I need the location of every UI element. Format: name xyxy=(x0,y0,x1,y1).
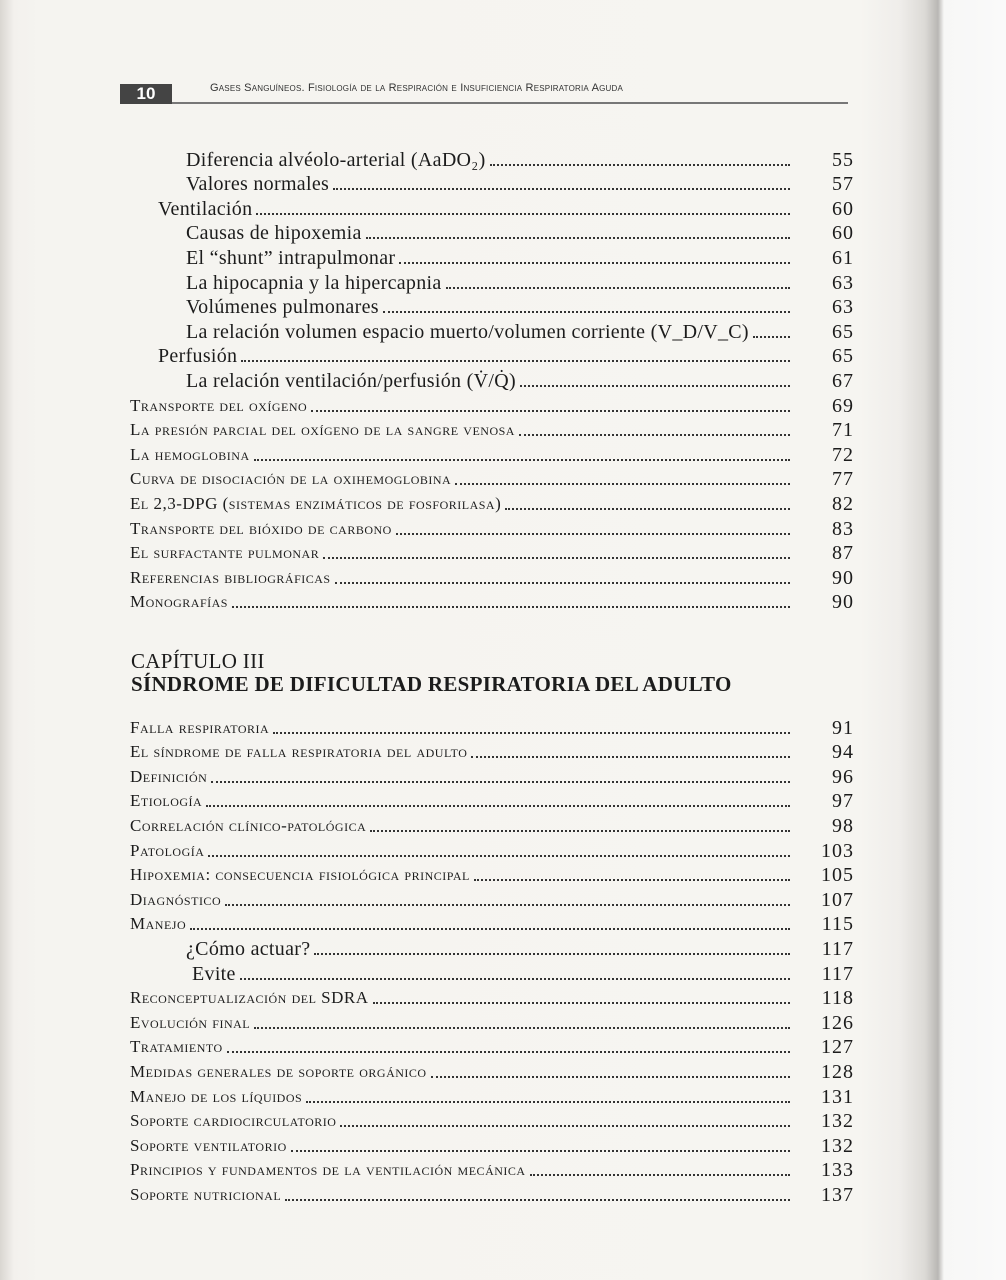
toc-entry xyxy=(130,269,854,294)
dot-leader xyxy=(505,508,790,510)
toc-entry xyxy=(130,960,854,985)
toc-entry xyxy=(130,244,854,269)
toc-entry xyxy=(130,318,854,343)
dot-leader xyxy=(211,781,790,783)
toc-entry xyxy=(130,220,854,245)
toc-entry xyxy=(130,763,854,788)
header-rule xyxy=(172,102,848,104)
toc-entry-page: 91 xyxy=(832,716,854,739)
running-title: Gases Sanguíneos. Fisiología de la Respiración e Insuficiencia Respiratoria Aguda xyxy=(210,82,624,94)
toc-entry-title: Hipoxemia: consecuencia fisiológica principal xyxy=(130,865,470,885)
toc-entry xyxy=(130,886,854,911)
toc-entry xyxy=(130,1132,854,1157)
toc-entry xyxy=(130,343,854,368)
dot-leader xyxy=(254,1027,790,1029)
toc-entry xyxy=(130,417,854,442)
toc-entry xyxy=(130,195,854,220)
toc-entry-page: 82 xyxy=(832,492,854,515)
toc-entry-page: 98 xyxy=(832,814,854,837)
toc-entry-title: Falla respiratoria xyxy=(130,717,270,737)
dot-leader xyxy=(306,1101,790,1103)
toc-entry-title: Diagnóstico xyxy=(130,889,222,909)
toc-entry xyxy=(130,1034,854,1059)
toc-entry-title: La relación volumen espacio muerto/volumen corriente (V_D/V_C) xyxy=(186,320,749,343)
toc-entry xyxy=(130,146,854,171)
dot-leader xyxy=(190,928,790,930)
toc-entry-title: Monografías xyxy=(130,592,228,612)
toc-entry-page: 87 xyxy=(832,542,854,565)
toc-entry-page: 132 xyxy=(821,1110,854,1133)
toc-entry-title: Principios y fundamentos de la ventilación mecánica xyxy=(130,1160,526,1180)
toc-entry-page: 128 xyxy=(821,1060,854,1083)
toc-entry-title: Transporte del oxígeno xyxy=(130,395,308,415)
toc-entry-title: Valores normales xyxy=(186,173,330,196)
dot-leader xyxy=(373,1002,790,1004)
toc-entry-title: Diferencia alvéolo-arterial (AaDO₂) xyxy=(186,148,486,171)
dot-leader xyxy=(323,557,790,559)
toc-entry xyxy=(130,441,854,466)
toc-entry-title: Soporte cardiocirculatorio xyxy=(130,1111,337,1131)
dot-leader xyxy=(383,311,790,313)
dot-leader xyxy=(520,385,790,387)
toc-entry-title: Soporte ventilatorio xyxy=(130,1135,287,1155)
toc-entry-title: Soporte nutricional xyxy=(130,1184,282,1204)
dot-leader xyxy=(519,434,790,436)
toc-entry-page: 57 xyxy=(832,173,854,196)
chapter-heading xyxy=(131,650,732,696)
dot-leader xyxy=(753,336,790,338)
toc-entry-page: 115 xyxy=(821,913,854,936)
toc-entry-page: 137 xyxy=(821,1183,854,1206)
dot-leader xyxy=(314,953,790,955)
toc-entry xyxy=(130,564,854,589)
toc-entry-page: 72 xyxy=(832,443,854,466)
toc-entry-page: 65 xyxy=(832,345,854,368)
toc-entry-title: Volúmenes pulmonares xyxy=(186,296,379,319)
toc-entry xyxy=(130,392,854,417)
toc-entry-title: Transporte del bióxido de carbono xyxy=(130,518,392,538)
dot-leader xyxy=(431,1076,790,1078)
toc-entry-page: 107 xyxy=(821,888,854,911)
toc-entry-title: Reconceptualización del SDRA xyxy=(130,988,369,1008)
toc-entry-title: Definición xyxy=(130,766,208,786)
toc-entry xyxy=(130,1108,854,1133)
toc-entry-title: Manejo xyxy=(130,914,187,934)
dot-leader xyxy=(311,410,790,412)
toc-entry xyxy=(130,837,854,862)
toc-entry-page: 132 xyxy=(821,1134,854,1157)
page-header xyxy=(120,82,848,104)
toc-entry-title: Causas de hipoxemia xyxy=(186,222,362,245)
toc-section-bottom xyxy=(130,714,854,1206)
toc-entry xyxy=(130,490,854,515)
dot-leader xyxy=(206,805,790,807)
toc-entry xyxy=(130,985,854,1010)
toc-entry-page: 55 xyxy=(832,148,854,171)
dot-leader xyxy=(366,237,790,239)
toc-entry-title: Perfusión xyxy=(158,345,238,368)
dot-leader xyxy=(273,732,790,734)
toc-entry-title: El “shunt” intrapulmonar xyxy=(186,246,396,269)
dot-leader xyxy=(227,1051,790,1053)
dot-leader xyxy=(530,1174,790,1176)
toc-entry xyxy=(130,1181,854,1206)
dot-leader xyxy=(225,904,790,906)
toc-entry-title: La relación ventilación/perfusión (V̇/Q̇) xyxy=(186,369,516,392)
toc-entry-title: Referencias bibliográficas xyxy=(130,567,331,587)
toc-entry xyxy=(130,466,854,491)
toc-entry-page: 90 xyxy=(832,591,854,614)
dot-leader xyxy=(370,830,790,832)
toc-entry-title: Etiología xyxy=(130,791,203,811)
dot-leader xyxy=(291,1150,790,1152)
toc-entry xyxy=(130,1058,854,1083)
toc-entry-page: 63 xyxy=(832,296,854,319)
dot-leader xyxy=(333,188,790,190)
toc-entry-page: 97 xyxy=(832,790,854,813)
toc-entry-page: 67 xyxy=(832,369,854,392)
toc-entry-title: Patología xyxy=(130,840,205,860)
toc-entry-title: El 2,3-DPG (sistemas enzimáticos de fosforilasa) xyxy=(130,493,502,513)
toc-entry-page: 77 xyxy=(832,468,854,491)
toc-entry-title: Correlación clínico-patológica xyxy=(130,815,367,835)
toc-entry-page: 131 xyxy=(821,1085,854,1108)
dot-leader xyxy=(490,164,790,166)
dot-leader xyxy=(208,855,790,857)
dot-leader xyxy=(474,879,790,881)
toc-entry xyxy=(130,812,854,837)
toc-entry-page: 60 xyxy=(832,197,854,220)
toc-entry-page: 61 xyxy=(832,246,854,269)
toc-entry-page: 127 xyxy=(821,1036,854,1059)
toc-entry-page: 65 xyxy=(832,320,854,343)
toc-entry xyxy=(130,171,854,196)
toc-entry xyxy=(130,367,854,392)
toc-entry-title: ¿Cómo actuar? xyxy=(186,937,311,960)
toc-entry xyxy=(130,862,854,887)
toc-entry-page: 83 xyxy=(832,517,854,540)
toc-entry xyxy=(130,788,854,813)
dot-leader xyxy=(256,213,790,215)
toc-entry xyxy=(130,714,854,739)
page-number-badge: 10 xyxy=(120,84,172,104)
dot-leader xyxy=(285,1199,790,1201)
toc-entry xyxy=(130,1157,854,1182)
toc-entry xyxy=(130,1009,854,1034)
toc-entry-page: 60 xyxy=(832,222,854,245)
toc-entry-title: El surfactante pulmonar xyxy=(130,543,320,563)
dot-leader xyxy=(240,978,790,980)
toc-entry xyxy=(130,294,854,319)
dot-leader xyxy=(254,459,790,461)
toc-entry-title: Evolución final xyxy=(130,1012,251,1032)
dot-leader xyxy=(446,287,790,289)
toc-entry xyxy=(130,589,854,614)
dot-leader xyxy=(455,483,790,485)
toc-entry-page: 117 xyxy=(821,962,854,985)
toc-entry-title: El síndrome de falla respiratoria del adulto xyxy=(130,742,468,762)
toc-entry-title: Manejo de los líquidos xyxy=(130,1086,303,1106)
toc-entry xyxy=(130,1083,854,1108)
toc-entry-title: Tratamiento xyxy=(130,1037,223,1057)
dot-leader xyxy=(241,360,790,362)
toc-entry-page: 117 xyxy=(821,937,854,960)
toc-entry-title: La presión parcial del oxígeno de la sangre venosa xyxy=(130,420,515,440)
toc-entry-title: La hemoglobina xyxy=(130,444,250,464)
toc-entry-title: Ventilación xyxy=(158,197,253,220)
chapter-number: CAPÍTULO III xyxy=(131,649,265,673)
toc-entry-page: 94 xyxy=(832,741,854,764)
toc-entry xyxy=(130,935,854,960)
dot-leader xyxy=(335,582,790,584)
toc-entry-title: Curva de disociación de la oxihemoglobina xyxy=(130,469,452,489)
toc-entry-page: 133 xyxy=(821,1159,854,1182)
toc-entry-page: 71 xyxy=(832,419,854,442)
dot-leader xyxy=(232,606,790,608)
toc-entry-title: Evite xyxy=(192,962,236,985)
toc-entry-page: 103 xyxy=(821,839,854,862)
toc-entry-page: 105 xyxy=(821,864,854,887)
dot-leader xyxy=(340,1125,790,1127)
chapter-title: SÍNDROME DE DIFICULTAD RESPIRATORIA DEL ADULTO xyxy=(131,672,732,696)
toc-entry-page: 63 xyxy=(832,271,854,294)
toc-entry-title: La hipocapnia y la hipercapnia xyxy=(186,271,442,294)
toc-entry-page: 126 xyxy=(821,1011,854,1034)
toc-entry xyxy=(130,739,854,764)
dot-leader xyxy=(396,533,790,535)
toc-entry-page: 69 xyxy=(832,394,854,417)
toc-entry xyxy=(130,540,854,565)
dot-leader xyxy=(399,262,790,264)
toc-entry xyxy=(130,911,854,936)
toc-entry-page: 118 xyxy=(821,987,854,1010)
toc-entry-page: 96 xyxy=(832,765,854,788)
toc-entry-title: Medidas generales de soporte orgánico xyxy=(130,1061,427,1081)
dot-leader xyxy=(471,756,790,758)
toc-entry xyxy=(130,515,854,540)
toc-entry-page: 90 xyxy=(832,566,854,589)
toc-section-top xyxy=(130,146,854,613)
